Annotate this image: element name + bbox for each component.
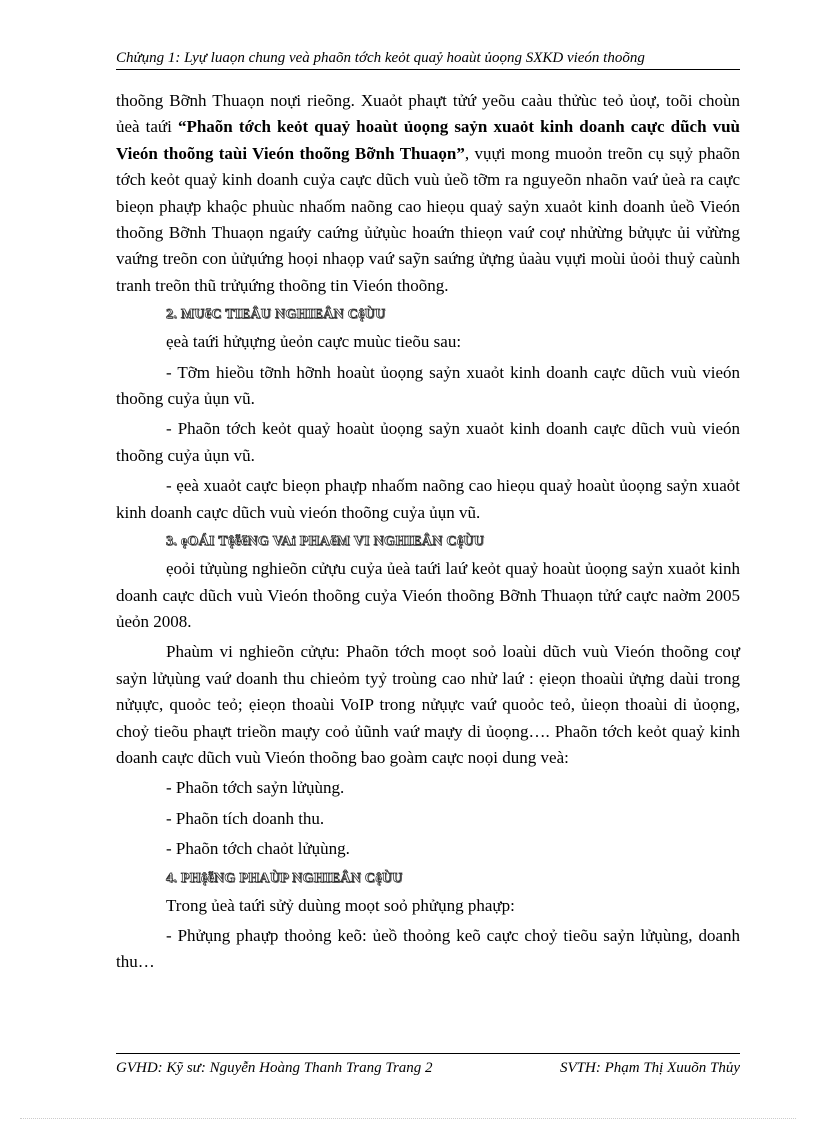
objective-item: - Phaõn tớch keỏt quaỷ hoaùt ủoọng saỷn xuaỏt kinh doanh caực dũch vuù vieón thoõng cuỷa ủụn vũ. (116, 419, 740, 465)
page-body (116, 88, 740, 980)
methods-intro: Trong ủeà taứi sửỷ duùng moọt soỏ phửụng phaựp: (166, 895, 515, 915)
scope-paragraph: ẹoỏi tửụùng nghieõn cửựu cuỷa ủeà taứi laứ keỏt quaỷ hoaùt ủoọng saỷn xuaỏt kinh doanh caực dũch vuù Vieón thoõng cuỷa Vieón thoõng Bỡnh Thuaọn tửứ caực naờm 2005 ủeỏn 2008. (116, 559, 740, 631)
section-heading-objectives: 2. MUẽC TIEÂU NGHIEÂN CệÙU (166, 307, 386, 323)
intro-text-continued: , vụựi mong muoỏn treõn cụ sụỷ phaõn tớch keỏt quaỷ kinh doanh cuỷa caực dũch vuù ủeồ tỡm ra nguyeõn nhaõn vaứ ủeà ra caực bieọn phaựp khaộc phuùc nhaốm naõng cao hieọu quaỷ saỷn xuaỏt kinh doanh ủeồ Vieón thoõng Bỡnh Thuaọn ngaứy caứng ủửụùc hoaứn thieọn vaứ coự nhửừng bửụực ủi vửừng vaứng treõn con ủửụứng hoọi nhaọp vaứ saỹn saứng ửựng ủaàu vụựi moùi ủoỏi thuỷ caùnh tranh treõn thũ trửụứng thoõng tin Vieón thoõng. (116, 143, 740, 295)
paragraph-intro (116, 88, 740, 299)
scope-paragraph: Phaùm vi nghieõn cửựu: Phaõn tớch moọt soỏ loaùi dũch vuù Vieón thoõng coự saỷn lửụùng vaứ doanh thu chieỏm tyỷ troùng cao nhử laứ : ẹieọn thoaùi ửựng daùi trong nửụực, quoỏc teỏ; ẹieọn thoaùi VoIP trong nửụực vaứ quoỏc teỏ, ủieọn thoaùi di ủoọng, choỷ tieõu phaựt trieồn maựy coỏ ủũnh vaứ maựy di ủoọng…. Phaõn tớch keỏt quaỷ kinh doanh caực dũch vuù Vieón thoõng bao goàm caực noọi dung veà: (116, 642, 740, 767)
scope-item: - Phaõn tớch chaỏt lửụùng. (166, 839, 350, 859)
intro-text: thoõng Bỡnh Thuaọn noựi rieõng. Xuaỏt phaựt tửứ yeõu caàu thửùc teỏ ủoự, toõi choùn ủeà taứi (116, 91, 740, 137)
section-heading-scope: 3. ẹOÁI TệễẽNG VAỉ PHAẽM VI NGHIEÂN CệÙU (166, 534, 485, 550)
footer-advisor: GVHD: Kỹ sư: Nguyễn Hoàng Thanh Trang Trang 2 (116, 1060, 433, 1076)
objectives-intro: ẹeà taứi hửụựng ủeỏn caực muùc tieõu sau: (166, 332, 462, 352)
thesis-title: “Phaõn tớch keỏt quaỷ hoaùt ủoọng saỷn xuaỏt kinh doanh caực dũch vuù Vieón thoõng taùi Vieón thoõng Bỡnh Thuaọn” (116, 117, 741, 163)
scope-item: - Phaõn tớch saỷn lửụùng. (166, 778, 345, 798)
page-bottom-divider (20, 1118, 796, 1119)
page-footer (116, 1053, 740, 1078)
section-heading-methods: 4. PHệễNG PHAÙP NGHIEÂN CệÙU (166, 870, 403, 886)
running-header: Chửụng 1: Lyự luaọn chung veà phaõn tớch keỏt quaỷ hoaùt ủoọng SXKD vieón thoõng (116, 48, 740, 70)
scope-item: - Phaõn tích doanh thu. (166, 808, 325, 828)
objective-item: - ẹeà xuaỏt caực bieọn phaựp nhaốm naõng cao hieọu quaỷ hoaùt ủoọng saỷn xuaỏt kinh doanh caực dũch vuù vieón thoõng cuỷa ủụn vũ. (116, 476, 740, 522)
method-item: - Phửụng phaựp thoỏng keõ: ủeồ thoỏng keõ caực choỷ tieõu saỷn lửụùng, doanh thu… (116, 925, 740, 972)
footer-student: SVTH: Phạm Thị Xuuõn Thủy (560, 1060, 740, 1076)
objective-item: - Tỡm hieồu tỡnh hỡnh hoaùt ủoọng saỷn xuaỏt kinh doanh caực dũch vuù vieón thoõng cuỷa ủụn vũ. (116, 362, 740, 409)
